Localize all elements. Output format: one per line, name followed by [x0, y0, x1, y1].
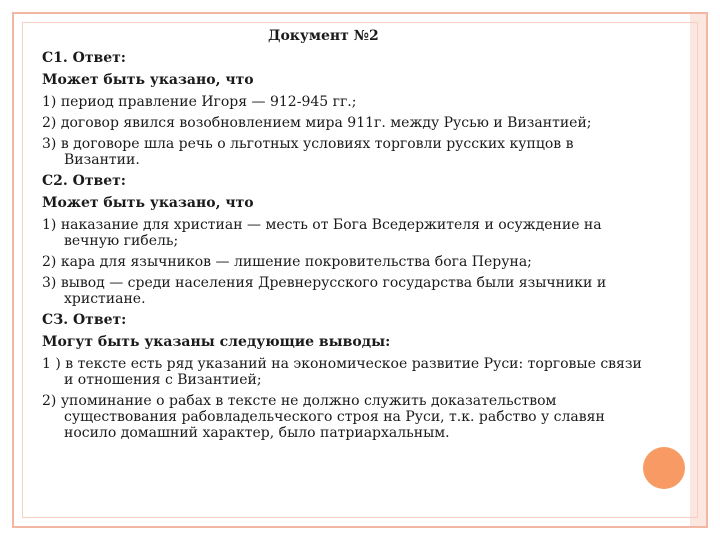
- list-item: 1) наказание для христиан — месть от Бога Вседержителя и осуждение на вечную гибель;: [42, 217, 602, 249]
- answer-section-c3: [42, 312, 647, 441]
- section-heading: СЗ. Ответ:: [42, 312, 127, 328]
- answer-section-c1: [42, 50, 647, 168]
- section-heading: С2. Ответ:: [42, 173, 126, 189]
- list-item: 2) кара для язычников — лишение покровительства бога Перуна;: [42, 254, 532, 270]
- section-intro: Могут быть указаны следующие выводы:: [42, 334, 391, 350]
- document-title: Документ №2: [268, 28, 379, 44]
- list-item: 2) упоминание о рабах в тексте не должно служить доказательством существования рабовладельческого строя на Руси, т.к. рабство у славян носило домашний характер, было патриархальным.: [42, 393, 605, 441]
- list-item: 1) период правление Игоря — 912-945 гг.;: [42, 94, 357, 110]
- document-body: [42, 28, 647, 446]
- section-intro: Может быть указано, что: [42, 72, 254, 88]
- answer-section-c2: [42, 173, 647, 307]
- list-item: 2) договор явился возобновлением мира 911г. между Русью и Византией;: [42, 115, 592, 131]
- list-item: 1 ) в тексте есть ряд указаний на экономическое развитие Руси: торговые связи и отношения с Византией;: [42, 356, 642, 388]
- decorative-circle-icon: [643, 447, 685, 489]
- list-item: 3) вывод — среди населения Древнерусского государства были язычники и христиане.: [42, 275, 607, 307]
- list-item: 3) в договоре шла речь о льготных условиях торговли русских купцов в Византии.: [42, 136, 574, 168]
- section-intro: Может быть указано, что: [42, 195, 254, 211]
- section-heading: С1. Ответ:: [42, 50, 126, 66]
